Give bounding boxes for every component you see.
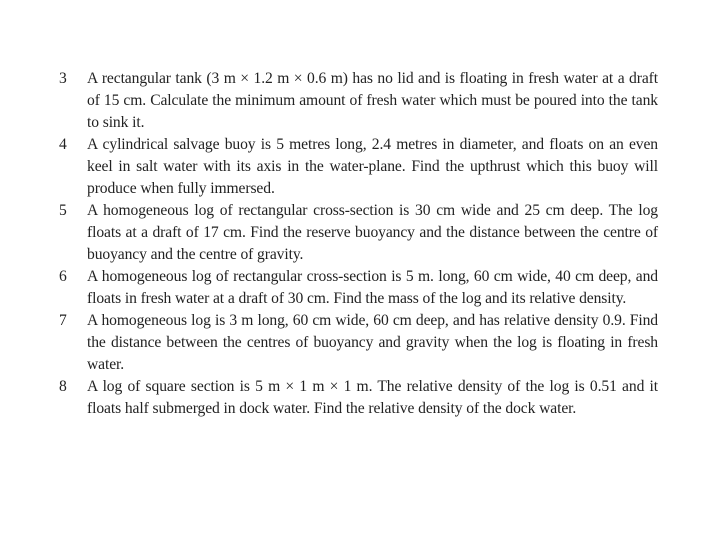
problem-number: 5 xyxy=(59,202,67,219)
problem-number: 8 xyxy=(59,378,67,395)
problem-list xyxy=(58,68,658,420)
problem-item xyxy=(58,134,658,200)
problem-text: A homogeneous log is 3 m long, 60 cm wide, 60 cm deep, and has relative density 0.9. Find the distance between the centres of buoyancy and gravity when the log is floating in fresh water. xyxy=(87,312,658,373)
problem-text: A cylindrical salvage buoy is 5 metres long, 2.4 metres in diameter, and floats on an even keel in salt water with its axis in the water-plane. Find the upthrust which this buoy will produce when fully immersed. xyxy=(87,136,658,197)
problem-number: 6 xyxy=(59,268,67,285)
problem-item xyxy=(58,68,658,134)
problem-number: 7 xyxy=(59,312,67,329)
problem-item xyxy=(58,200,658,266)
problem-number: 3 xyxy=(59,70,67,87)
problem-item xyxy=(58,310,658,376)
problem-number: 4 xyxy=(59,136,67,153)
problem-text: A homogeneous log of rectangular cross-section is 30 cm wide and 25 cm deep. The log floats at a draft of 17 cm. Find the reserve buoyancy and the distance between the centre of buoyancy and the centre of gravity. xyxy=(87,202,658,263)
problem-item xyxy=(58,376,658,420)
problem-text: A rectangular tank (3 m × 1.2 m × 0.6 m) has no lid and is floating in fresh water at a draft of 15 cm. Calculate the minimum amount of fresh water which must be poured into the tank to sink it. xyxy=(87,70,658,131)
problem-text: A log of square section is 5 m × 1 m × 1 m. The relative density of the log is 0.51 and it floats half submerged in dock water. Find the relative density of the dock water. xyxy=(87,378,658,417)
problem-text: A homogeneous log of rectangular cross-section is 5 m. long, 60 cm wide, 40 cm deep, and floats in fresh water at a draft of 30 cm. Find the mass of the log and its relative density. xyxy=(87,268,658,307)
problem-item xyxy=(58,266,658,310)
